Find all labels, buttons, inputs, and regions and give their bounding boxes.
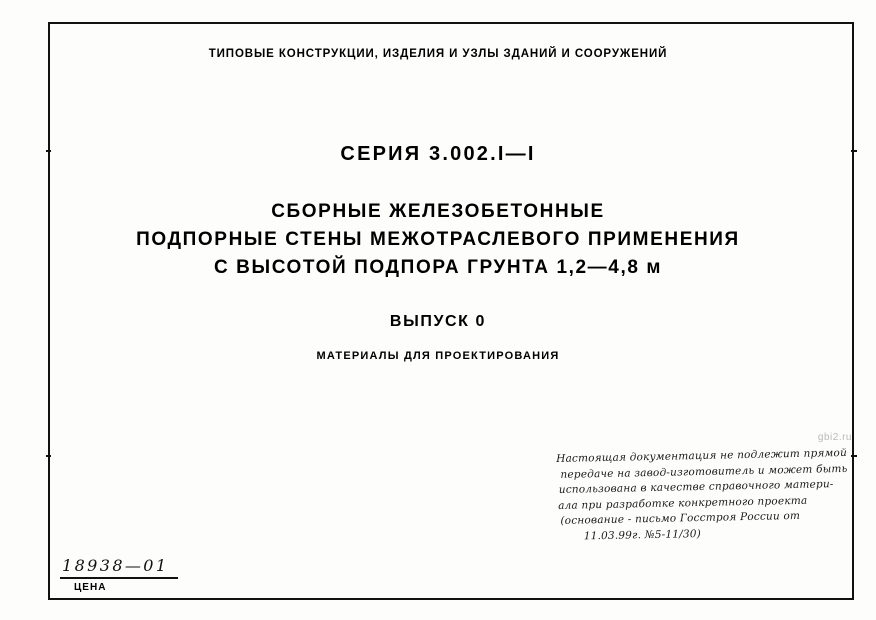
- handwritten-note-line-3: использована в качестве справочного матери-: [558, 478, 834, 496]
- title-line-2: ПОДПОРНЫЕ СТЕНЫ МЕЖОТРАСЛЕВОГО ПРИМЕНЕНИЯ: [136, 229, 740, 250]
- handwritten-note-line-2: передаче на завод-изготовитель и может быть: [560, 462, 848, 481]
- watermark-text: gbi2.ru: [817, 432, 852, 443]
- price-label: ЦЕНА: [74, 581, 107, 593]
- document-subtitle: МАТЕРИАЛЫ ДЛЯ ПРОЕКТИРОВАНИЯ: [316, 350, 560, 362]
- registration-mark-left-bottom: [46, 455, 51, 457]
- handwritten-note: [556, 446, 858, 545]
- handwritten-note-line-6: 11.03.99г. №5-11/30): [583, 527, 702, 542]
- handwritten-note-line-5: (основание - письмо Госстроя России от: [560, 509, 801, 527]
- code-underline: [60, 577, 178, 579]
- series-number: СЕРИЯ 3.002.I—I: [340, 143, 536, 165]
- handwritten-note-line-1: Настоящая документация не подлежит прямой: [556, 446, 848, 465]
- handwritten-note-line-4: ала при разработке конкретного проекта: [557, 494, 808, 512]
- footer-code-block: [60, 556, 220, 593]
- title-line-3: С ВЫСОТОЙ ПОДПОРА ГРУНТА 1,2—4,8 м: [213, 257, 663, 278]
- title-line-1: СБОРНЫЕ ЖЕЛЕЗОБЕТОННЫЕ: [271, 201, 605, 222]
- document-header: ТИПОВЫЕ КОНСТРУКЦИИ, ИЗДЕЛИЯ И УЗЛЫ ЗДАНИЙ И СООРУЖЕНИЙ: [208, 48, 668, 60]
- document-code: 18938—01: [62, 556, 169, 575]
- document-title: [0, 198, 876, 282]
- issue-number: ВЫПУСК 0: [389, 313, 487, 330]
